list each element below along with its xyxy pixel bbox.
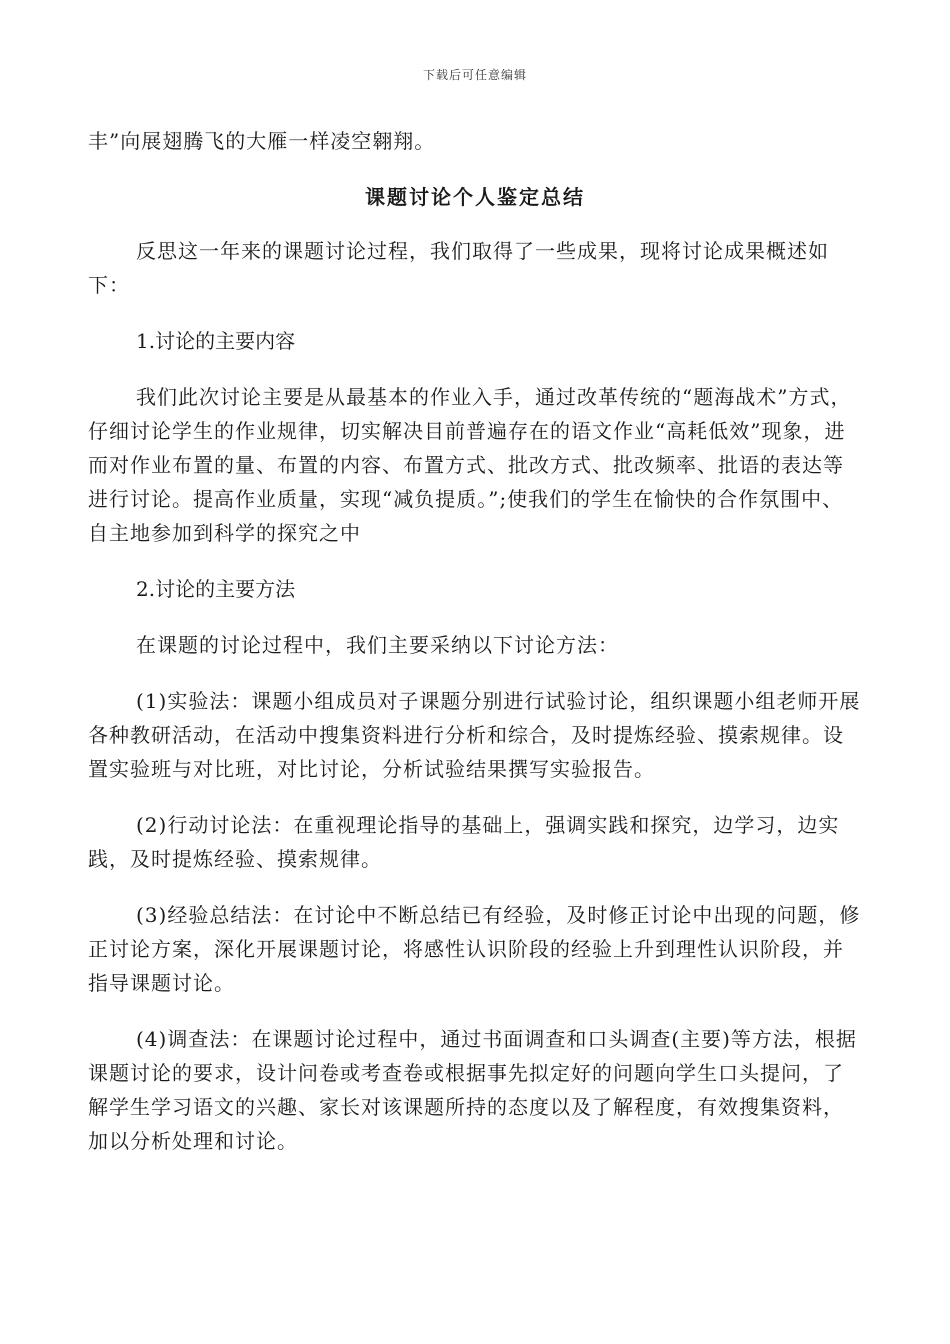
document-body	[88, 124, 862, 1180]
heading-main-content: 1.讨论的主要内容	[136, 329, 296, 353]
paragraph-methods-intro: 在课题的讨论过程中，我们主要采纳以下讨论方法：	[136, 633, 619, 657]
method-action-research: (2)行动讨论法：在重视理论指导的基础上，强调实践和探究，边学习，边实践，及时提炼经验、摸索规律。	[88, 813, 840, 871]
paragraph-continuation: 丰”向展翅腾飞的大雁一样凌空翱翔。	[88, 129, 436, 153]
section-title: 课题讨论个人鉴定总结	[365, 185, 585, 209]
page-header: 下载后可任意编辑	[422, 68, 527, 82]
method-experiment: (1)实验法：课题小组成员对子课题分别进行试验讨论，组织课题小组老师开展各种教研活动，在活动中搜集资料进行分析和综合，及时提炼经验、摸索规律。设置实验班与对比班，对比讨论，分析试验结果撰写实验报告。	[88, 689, 861, 781]
method-experience-summary: (3)经验总结法：在讨论中不断总结已有经验，及时修正讨论中出现的问题，修正讨论方案，深化开展课题讨论，将感性认识阶段的经验上升到理性认识阶段，并指导课题讨论。	[88, 903, 861, 995]
heading-main-methods: 2.讨论的主要方法	[136, 577, 296, 601]
paragraph-intro: 反思这一年来的课题讨论过程，我们取得了一些成果，现将讨论成果概述如下：	[88, 239, 829, 297]
paragraph-main-content: 我们此次讨论主要是从最基本的作业入手，通过改革传统的“题海战术”方式，仔细讨论学生的作业规律，切实解决目前普遍存在的语文作业“高耗低效”现象，进而对作业布置的量、布置的内容、布置方式、批改方式、批改频率、批语的表达等进行讨论。提高作业质量，实现“减负提质。”;使我们的学生在愉快的合作氛围中、自主地参加到科学的探究之中	[88, 385, 852, 545]
method-survey: (4)调查法：在课题讨论过程中，通过书面调查和口头调查(主要)等方法，根据课题讨论的要求，设计问卷或考查卷或根据事先拟定好的问题向学生口头提问，了解学生学习语文的兴趣、家长对该课题所持的态度以及了解程度，有效搜集资料，加以分析处理和讨论。	[88, 1027, 857, 1153]
